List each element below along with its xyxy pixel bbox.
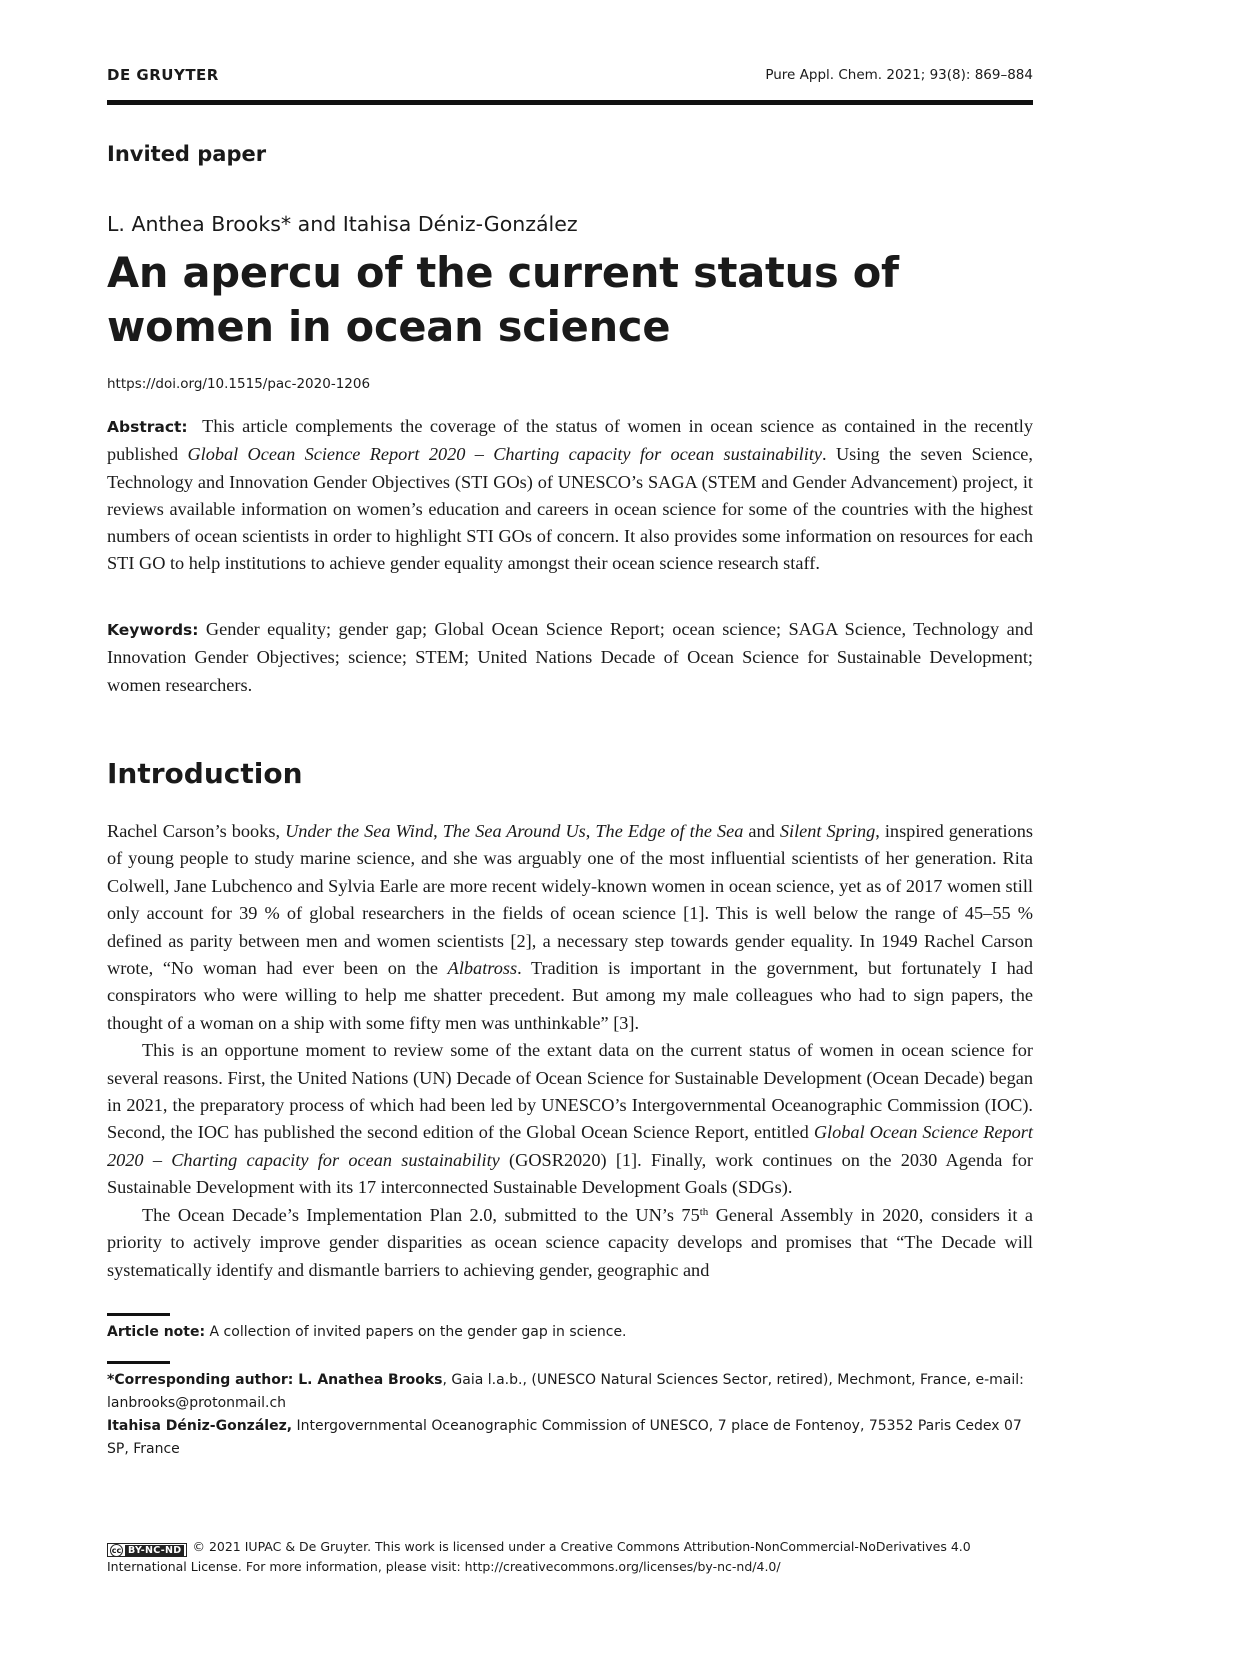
introduction-body — [107, 818, 1033, 1284]
text-run: , — [433, 821, 438, 841]
second-author-label: Itahisa Déniz-González, — [107, 1418, 293, 1434]
abstract-text-2: . Using the seven Science, Technology and Innovation Gender Objectives (STI GOs) of UNESCO’s SAGA (STEM and Gender Advancement) project, it reviews available information on women’s education and careers in ocean science for some of the countries with the highest numbers of ocean scientists in order to highlight STI GOs of concern. It also provides some information on resources for each STI GO to help institutions to achieve gender equality amongst their ocean science research staff. — [107, 444, 1033, 574]
abstract-text-1: This article complements the coverage of the status of women in ocean science as contained in the recently published — [107, 416, 1033, 465]
book-title: The Sea Around Us — [442, 821, 586, 841]
ship-name: Albatross — [447, 958, 518, 979]
abstract-label: Abstract: — [107, 418, 188, 436]
journal-citation: Pure Appl. Chem. 2021; 93(8): 869–884 — [765, 67, 1033, 83]
author-list: L. Anthea Brooks* and Itahisa Déniz-González — [107, 212, 578, 236]
cc-license-icon[interactable] — [107, 1543, 187, 1557]
license-notice — [107, 1537, 1033, 1576]
superscript: th — [699, 1205, 709, 1218]
article-note-label: Article note: — [107, 1324, 206, 1340]
abstract — [107, 413, 1033, 578]
paragraph — [107, 1037, 1033, 1201]
text-run: , — [585, 821, 591, 841]
keywords — [107, 616, 1033, 699]
report-title: Global Ocean Science Report 2020 – Charting capacity for ocean sustainability — [107, 1122, 1033, 1170]
section-heading-introduction: Introduction — [107, 757, 303, 790]
paragraph — [107, 1202, 1033, 1284]
corresponding-author-note — [107, 1369, 1033, 1415]
running-header — [107, 66, 1033, 88]
footnote-rule — [107, 1313, 170, 1316]
header-rule — [107, 100, 1033, 105]
text-run: . Tradition is important in the government, but fortunately I had conspirators who were willing to help me shatter precedent. But among my male colleagues who had to sign papers, the thought of a woman on a ship with some fifty men was unthinkable” [3]. — [107, 958, 1034, 1033]
footnote-rule — [107, 1361, 170, 1364]
second-author-text: Intergovernmental Oceanographic Commission of UNESCO, 7 place de Fontenoy, 75352 Paris Cedex 07 SP, France — [107, 1418, 1022, 1457]
text-run: General Assembly in 2020, considers it a priority to actively improve gender disparities as ocean science capacity develops and promises that “The Decade will systematically identify and dismantle barriers to achieving gender, geographic and — [107, 1204, 1034, 1280]
text-run: Rachel Carson’s books, — [107, 821, 281, 841]
corresponding-author-label: *Corresponding author: L. Anathea Brooks — [107, 1372, 443, 1388]
paragraph — [107, 818, 1033, 1037]
corresponding-author-text: , Gaia l.a.b., (UNESCO Natural Sciences Sector, retired), Mechmont, France, e-mail: lanbrooks@protonmail.ch — [107, 1372, 1024, 1411]
text-run: The Ocean Decade’s Implementation Plan 2.0, submitted to the UN’s 75 — [142, 1204, 700, 1225]
cc-symbol: cc — [111, 1546, 122, 1555]
book-title: The Edge of the Sea — [595, 821, 744, 841]
publisher-name: DE GRUYTER — [107, 66, 219, 84]
cc-badge-text: BY-NC-ND — [125, 1545, 184, 1556]
paper-type: Invited paper — [107, 142, 267, 166]
second-author-note — [107, 1415, 1033, 1461]
book-title: Silent Spring — [779, 821, 876, 841]
keywords-label: Keywords: — [107, 621, 199, 639]
article-note — [107, 1321, 1033, 1344]
abstract-report-title: Global Ocean Science Report 2020 – Charting capacity for ocean sustainability — [187, 444, 823, 465]
license-text: © 2021 IUPAC & De Gruyter. This work is licensed under a Creative Commons Attribution-NonCommercial-NoDerivatives 4.0 International License. For more information, please visit: http://creativecommons.org/licenses/by-nc-nd/4.0/ — [107, 1539, 971, 1574]
text-run: , inspired generations of young people to study marine science, and she was arguably one of the most influential scientists of her generation. Rita Colwell, Jane Lubchenco and Sylvia Earle are more recent widely-known women in ocean science, yet as of 2017 women still only account for 39 % of global researchers in the fields of ocean science [1]. This is well below the range of 45–55 % defined as parity between men and women scientists [2], a necessary step towards gender equality. In 1949 Rachel Carson wrote, “No woman had ever been on the — [107, 821, 1034, 979]
doi-link[interactable]: https://doi.org/10.1515/pac-2020-1206 — [107, 376, 371, 392]
text-run: and — [748, 821, 775, 841]
paper-title: An apercu of the current status of women in ocean science — [107, 248, 899, 351]
text-run: (GOSR2020) [1]. Finally, work continues on the 2030 Agenda for Sustainable Development with its 17 interconnected Sustainable Development Goals (SDGs). — [107, 1149, 1033, 1198]
keywords-text: Gender equality; gender gap; Global Ocean Science Report; ocean science; SAGA Science, Technology and Innovation Gender Objectives; science; STEM; United Nations Decade of Ocean Science for Sustainable Development; women researchers. — [107, 619, 1033, 695]
article-note-text: A collection of invited papers on the gender gap in science. — [209, 1324, 627, 1340]
book-title: Under the Sea Wind — [285, 821, 434, 841]
text-run: This is an opportune moment to review some of the extant data on the current status of women in ocean science for several reasons. First, the United Nations (UN) Decade of Ocean Science for Sustainable Development (Ocean Decade) began in 2021, the preparatory process of which had been led by UNESCO’s Intergovernmental Oceanographic Commission (IOC). Second, the IOC has published the second edition of the Global Ocean Science Report, entitled — [107, 1040, 1033, 1143]
